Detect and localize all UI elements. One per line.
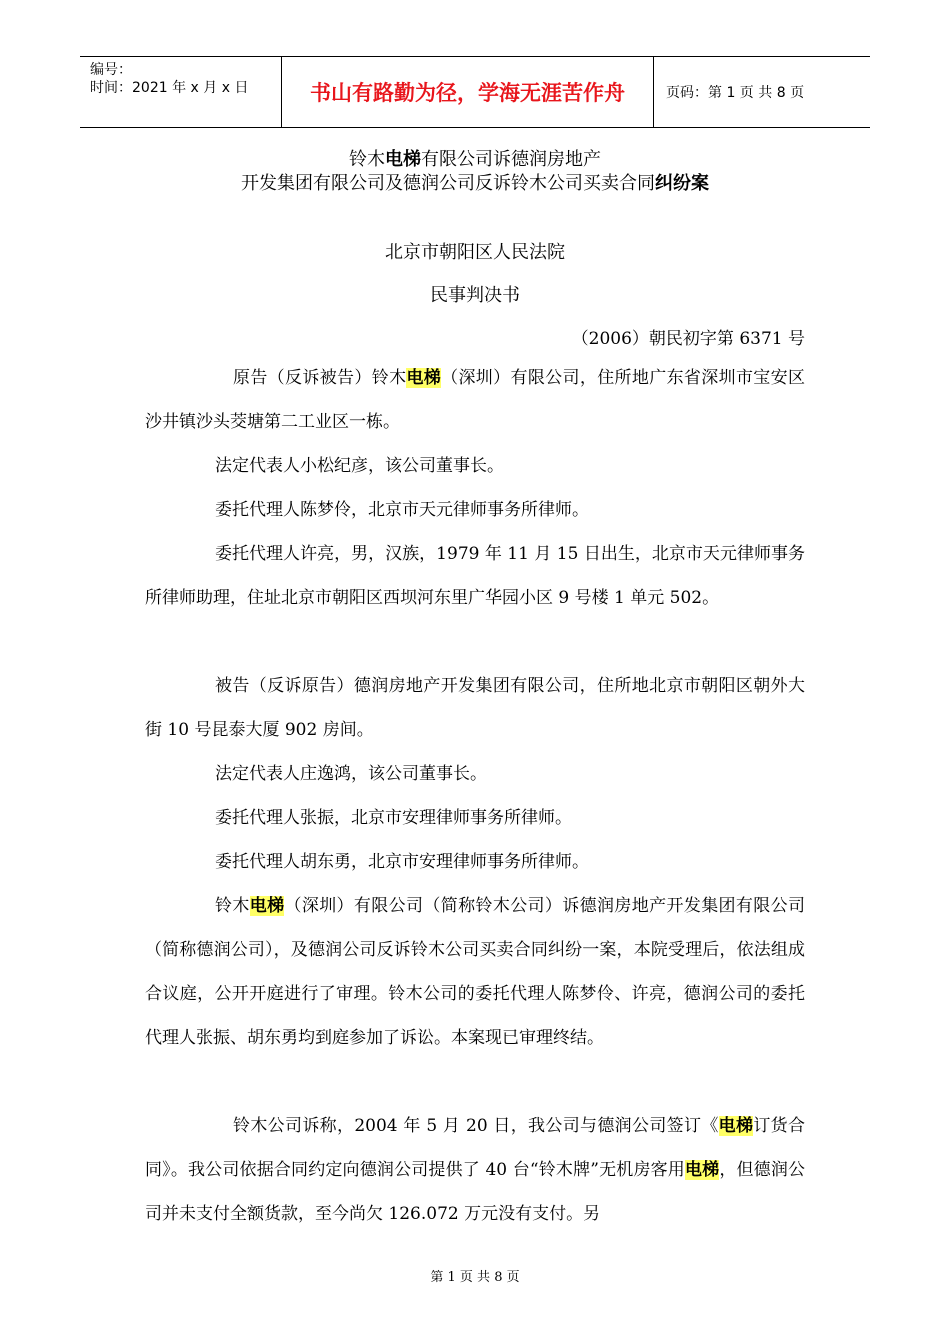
- highlighted-term: 电梯: [684, 1160, 720, 1180]
- number-label: 编号：: [90, 62, 132, 78]
- case-number: （2006）朝民初字第 6371 号: [571, 329, 805, 349]
- paragraph-claim: [145, 1104, 805, 1236]
- title-text: 有限公司诉德润房地产: [421, 149, 601, 170]
- paragraph-agent-4: 委托代理人胡东勇，北京市安理律师事务所律师。: [215, 852, 589, 872]
- time-label: 时间：2021 年 x 月 x 日: [90, 80, 249, 96]
- title-text: 开发集团有限公司及德润公司反诉铃木公司买卖合同: [241, 173, 655, 194]
- text: 铃木公司诉称，2004 年 5 月 20 日，我公司与德润公司签订《: [233, 1116, 719, 1136]
- paragraph-legal-rep-2: 法定代表人庄逸鸿，该公司董事长。: [215, 764, 487, 784]
- highlighted-term: 电梯: [718, 1116, 754, 1136]
- court-name: 北京市朝阳区人民法院: [385, 242, 565, 263]
- title-text: 铃木: [349, 149, 385, 170]
- paragraph-case-summary: [145, 884, 805, 1060]
- title-bold-text: 电梯: [385, 149, 421, 170]
- header-table: [80, 56, 870, 128]
- paragraph-agent-3: 委托代理人张振，北京市安理律师事务所律师。: [215, 808, 572, 828]
- title-line-2: [0, 172, 950, 196]
- text: 铃木: [215, 896, 250, 916]
- paragraph-defendant: 被告（反诉原告）德润房地产开发集团有限公司，住所地北京市朝阳区朝外大街 10 号昆泰大厦 902 房间。: [145, 676, 805, 740]
- highlighted-term: 电梯: [406, 368, 442, 388]
- title-bold-text: 纠纷案: [655, 173, 709, 194]
- text: （深圳）有限公司，住所地广东省深圳市宝安区沙井镇沙头茭塘第二工业区一栋。: [145, 368, 805, 432]
- paragraph-legal-rep-1: 法定代表人小松纪彦，该公司董事长。: [215, 456, 504, 476]
- document-type: 民事判决书: [430, 285, 520, 306]
- text: （深圳）有限公司（简称铃木公司）诉德润房地产开发集团有限公司（简称德润公司），及德润公司反诉铃木公司买卖合同纠纷一案，本院受理后，依法组成合议庭，公开开庭进行了审理。铃木公司的委托代理人陈梦伶、许亮，德润公司的委托代理人张振、胡东勇均到庭参加了诉讼。本案现已审理终结。: [145, 896, 806, 1048]
- paragraph-agent-1: 委托代理人陈梦伶，北京市天元律师事务所律师。: [215, 500, 589, 520]
- text: ，但德润公司并未支付全额货款，至今尚欠 126.072 万元没有支付。另: [145, 1160, 805, 1224]
- highlighted-term: 电梯: [249, 896, 285, 916]
- title-line-1: [0, 148, 950, 172]
- text: 原告（反诉被告）铃木: [233, 368, 407, 388]
- paragraph-plaintiff: [145, 356, 805, 444]
- page-info: 页码：第 1 页 共 8 页: [666, 85, 805, 101]
- text: 订货合同》。我公司依据合同约定向德润公司提供了 40 台“铃木牌”无机房客用: [145, 1116, 806, 1180]
- header-meta: [80, 57, 281, 127]
- paragraph-agent-2: 委托代理人许亮，男，汉族，1979 年 11 月 15 日出生，北京市天元律师事务所律师助理，住址北京市朝阳区西坝河东里广华园小区 9 号楼 1 单元 502。: [145, 544, 805, 608]
- motto: 书山有路勤为径，学海无涯苦作舟: [281, 57, 654, 127]
- page-footer: 第 1 页 共 8 页: [430, 1270, 520, 1285]
